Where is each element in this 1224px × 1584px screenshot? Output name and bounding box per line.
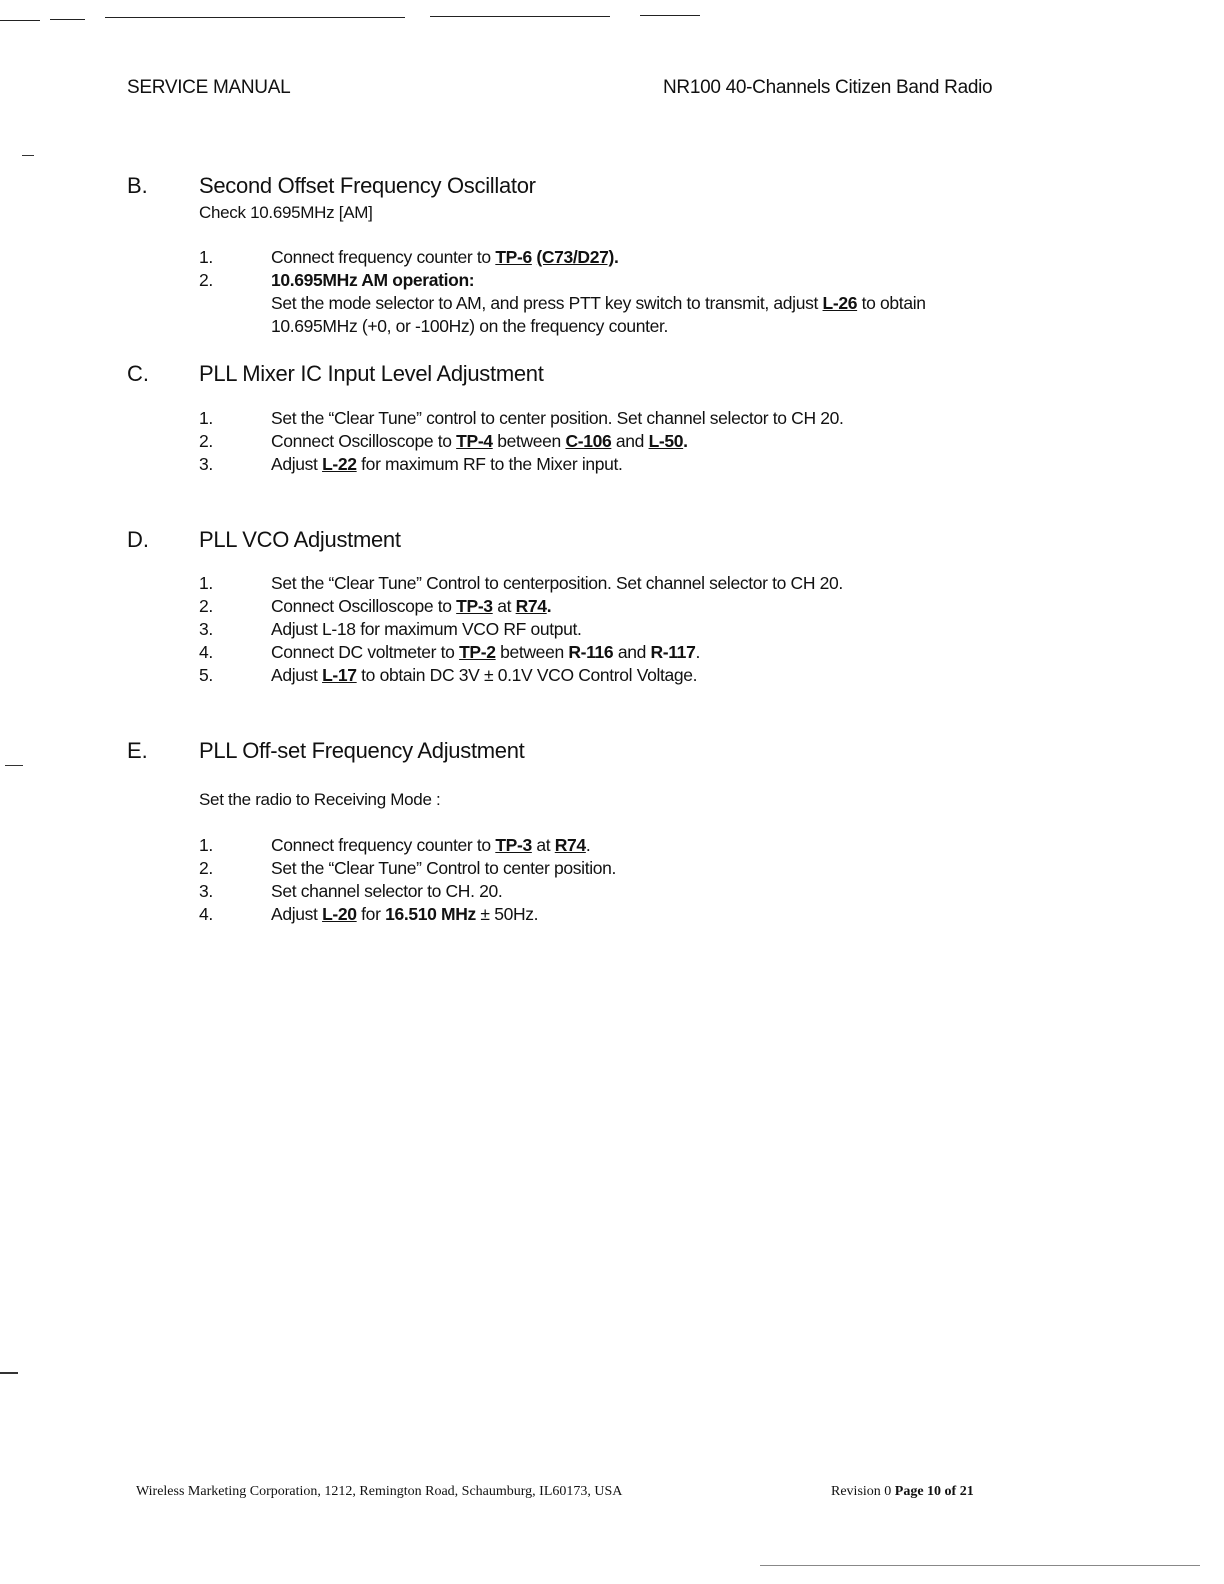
section-letter: E. bbox=[127, 738, 148, 763]
component-ref: R74 bbox=[554, 835, 586, 855]
scan-line-top-4 bbox=[430, 16, 610, 17]
step-text bbox=[271, 246, 926, 269]
section-subtitle: Check 10.695MHz [AM] bbox=[199, 203, 373, 222]
section-subtitle: Set the radio to Receiving Mode : bbox=[199, 790, 441, 809]
coil-ref: L-26 bbox=[822, 293, 858, 313]
test-point-ref: TP-2 bbox=[459, 642, 496, 662]
coil-ref: L-22 bbox=[322, 454, 357, 474]
step-text: Adjust L-18 for maximum VCO RF output. bbox=[271, 619, 582, 639]
step-text-part: Connect Oscilloscope to bbox=[271, 596, 457, 616]
step-item bbox=[199, 246, 926, 269]
step-list bbox=[199, 407, 844, 476]
step-item bbox=[199, 664, 843, 687]
step-item bbox=[199, 880, 616, 903]
step-text-part: Adjust bbox=[271, 904, 323, 924]
step-number: 3. bbox=[199, 619, 213, 639]
step-text-part: . bbox=[683, 431, 688, 451]
section-letter: B. bbox=[127, 173, 148, 198]
step-text: Set the “Clear Tune” Control to center position. bbox=[271, 858, 617, 878]
step-text-part: . bbox=[546, 596, 552, 616]
step-list bbox=[199, 834, 616, 926]
step-text-part: Adjust bbox=[271, 665, 323, 685]
step-number: 2. bbox=[199, 596, 213, 616]
component-ref: R-116 bbox=[568, 642, 614, 662]
step-text bbox=[271, 292, 926, 315]
step-text-part: and bbox=[613, 642, 651, 662]
step-text bbox=[271, 430, 844, 453]
step-list bbox=[199, 572, 843, 687]
step-number: 2. bbox=[199, 858, 213, 878]
step-text-part: Connect Oscilloscope to bbox=[271, 431, 457, 451]
test-point-ref: TP-3 bbox=[495, 835, 532, 855]
step-number: 4. bbox=[199, 642, 213, 662]
step-number: 2. bbox=[199, 270, 213, 290]
component-ref: R-117 bbox=[650, 642, 696, 662]
step-number: 3. bbox=[199, 881, 213, 901]
section-letter: C. bbox=[127, 361, 149, 386]
header-document-type: SERVICE MANUAL bbox=[127, 77, 291, 98]
step-item bbox=[199, 572, 843, 595]
coil-ref: L-20 bbox=[322, 904, 357, 924]
step-list bbox=[199, 246, 926, 338]
component-ref: L-50 bbox=[648, 431, 684, 451]
step-text-part: at bbox=[492, 596, 516, 616]
scan-line-top-5 bbox=[640, 15, 700, 16]
step-number: 1. bbox=[199, 573, 213, 593]
step-text-part: to obtain bbox=[857, 293, 926, 313]
speck bbox=[5, 765, 23, 766]
component-ref: (C73/D27) bbox=[536, 247, 614, 267]
speck bbox=[0, 1372, 18, 1374]
section-title: PLL Mixer IC Input Level Adjustment bbox=[199, 361, 544, 386]
step-number: 5. bbox=[199, 665, 213, 685]
test-point-ref: TP-3 bbox=[456, 596, 493, 616]
footer-page-number: Page 10 of 21 bbox=[894, 1484, 974, 1499]
footer-company-address: Wireless Marketing Corporation, 1212, Remington Road, Schaumburg, IL60173, USA bbox=[136, 1484, 623, 1499]
step-text-part: between bbox=[492, 431, 566, 451]
section-letter: D. bbox=[127, 527, 149, 552]
coil-ref: L-17 bbox=[322, 665, 357, 685]
step-text: Set channel selector to CH. 20. bbox=[271, 881, 503, 901]
step-text bbox=[271, 453, 844, 476]
step-text-part: ± 50Hz. bbox=[475, 904, 539, 924]
step-text-part: Adjust bbox=[271, 454, 323, 474]
footer-page-info bbox=[831, 1484, 974, 1500]
step-number: 1. bbox=[199, 247, 213, 267]
section-title: PLL Off-set Frequency Adjustment bbox=[199, 738, 525, 763]
step-text-part: . bbox=[695, 642, 700, 662]
component-ref: R74 bbox=[515, 596, 547, 616]
step-text-part: Connect DC voltmeter to bbox=[271, 642, 460, 662]
step-text-part: Connect frequency counter to bbox=[271, 247, 496, 267]
step-number: 2. bbox=[199, 431, 213, 451]
step-item bbox=[199, 430, 844, 453]
step-text-part: . bbox=[585, 835, 591, 855]
test-point-ref: TP-4 bbox=[456, 431, 493, 451]
scan-line-top-1 bbox=[0, 20, 40, 21]
test-point-ref: TP-6 bbox=[495, 247, 532, 267]
step-item bbox=[199, 857, 616, 880]
step-item bbox=[199, 595, 843, 618]
step-item bbox=[199, 269, 926, 338]
step-item bbox=[199, 903, 616, 926]
step-number: 1. bbox=[199, 408, 213, 428]
step-item bbox=[199, 834, 616, 857]
section-title: PLL VCO Adjustment bbox=[199, 527, 401, 552]
component-ref: C-106 bbox=[565, 431, 612, 451]
step-heading: 10.695MHz AM operation: bbox=[271, 270, 475, 290]
step-text bbox=[271, 641, 843, 664]
footer-revision: Revision 0 bbox=[831, 1484, 895, 1499]
step-number: 3. bbox=[199, 454, 213, 474]
step-text-part: to obtain DC 3V ± 0.1V VCO Control Voltage. bbox=[356, 665, 698, 685]
scan-line-top-2 bbox=[50, 19, 85, 20]
step-text-part: Connect frequency counter to bbox=[271, 835, 496, 855]
speck bbox=[22, 155, 34, 156]
step-text-part: for maximum RF to the Mixer input. bbox=[356, 454, 623, 474]
step-text-part: at bbox=[531, 835, 555, 855]
step-item bbox=[199, 641, 843, 664]
step-text bbox=[271, 595, 843, 618]
step-text: Set the “Clear Tune” Control to centerposition. Set channel selector to CH 20. bbox=[271, 573, 843, 593]
header-product-title: NR100 40-Channels Citizen Band Radio bbox=[663, 77, 993, 98]
scan-line-bottom bbox=[760, 1565, 1200, 1566]
step-item bbox=[199, 453, 844, 476]
step-text-part: for bbox=[356, 904, 386, 924]
step-text: 10.695MHz (+0, or -100Hz) on the frequency counter. bbox=[271, 316, 669, 336]
step-text bbox=[271, 664, 843, 687]
step-item bbox=[199, 407, 844, 430]
step-number: 1. bbox=[199, 835, 213, 855]
step-text bbox=[271, 834, 616, 857]
step-item bbox=[199, 618, 843, 641]
step-text-part: and bbox=[611, 431, 649, 451]
step-text bbox=[271, 903, 616, 926]
step-text: Set the “Clear Tune” control to center position. Set channel selector to CH 20. bbox=[271, 408, 844, 428]
frequency-value: 16.510 MHz bbox=[385, 904, 476, 924]
step-text-part: between bbox=[495, 642, 569, 662]
step-text-part: . bbox=[613, 247, 619, 267]
step-number: 4. bbox=[199, 904, 213, 924]
step-text-part: Set the mode selector to AM, and press PTT key switch to transmit, adjust bbox=[271, 293, 823, 313]
scan-line-top-3 bbox=[105, 17, 405, 18]
section-title: Second Offset Frequency Oscillator bbox=[199, 173, 536, 198]
